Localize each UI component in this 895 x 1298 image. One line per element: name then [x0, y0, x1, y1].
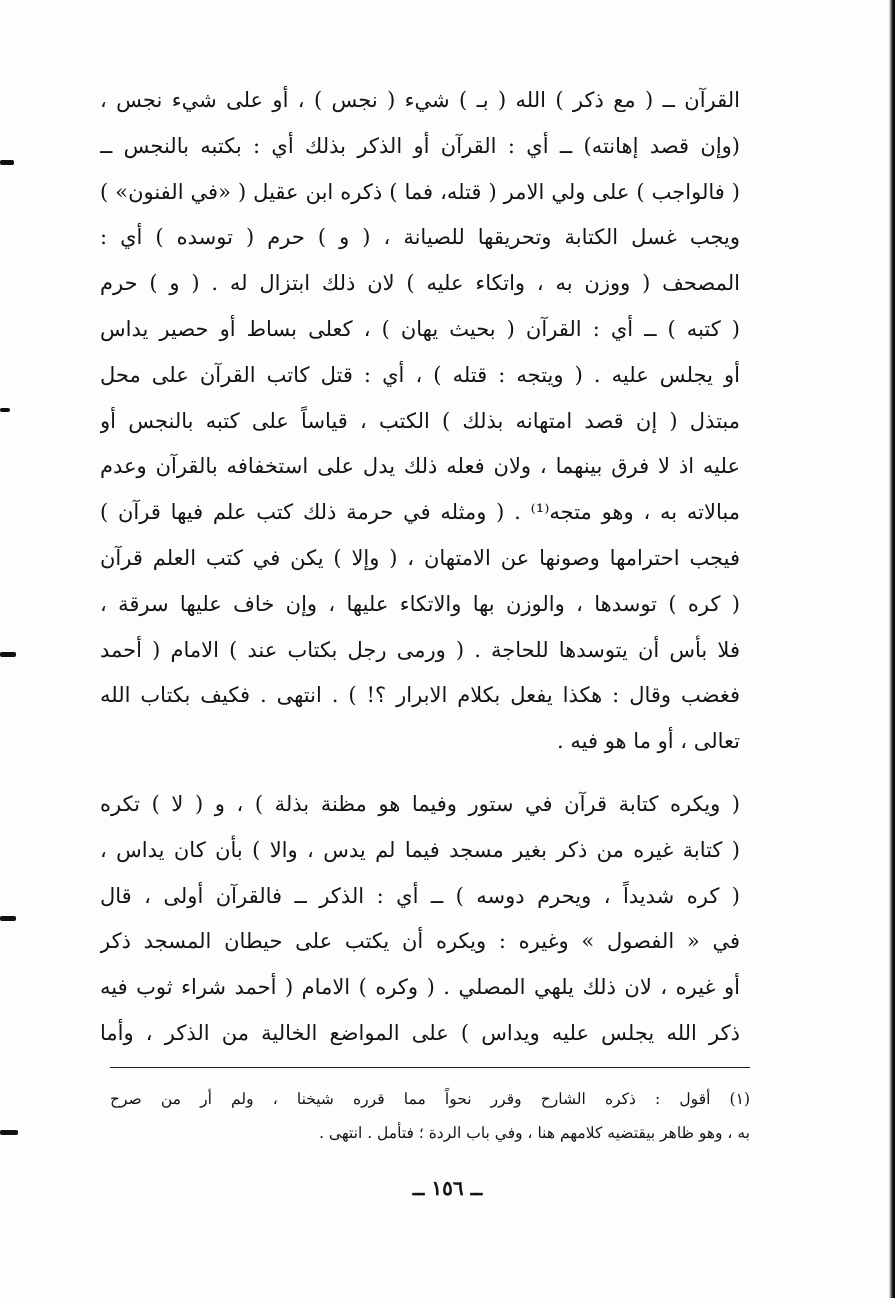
- margin-mark: [0, 408, 10, 412]
- text-line: ( ويكره كتابة قرآن في ستور وفيما هو مظنة بذلة ) ، و ( لا ) تكره: [100, 792, 740, 816]
- margin-mark: [0, 652, 16, 657]
- text-line: عليه اذ لا فرق بينهما ، ولان فعله ذلك يدل على استخفافه بالقرآن وعدم: [100, 454, 740, 479]
- text-line: المصحف ( ووزن به ، واتكاء عليه ) لان ذلك ابتزال له . ( و ) حرم: [100, 271, 740, 296]
- footnote-line: به ، وهو ظاهر بيقتضيه كلامهم هنا ، وفي باب الردة ؛ فتأمل . انتهى .: [319, 1124, 750, 1142]
- text-line: فيجب احترامها وصونها عن الامتهان ، ( وإلا ) يكن في كتب العلم قرآن: [100, 545, 740, 570]
- text-line: أو يجلس عليه . ( ويتجه : قتله ) ، أي : قتل كاتب القرآن على محل: [100, 362, 740, 387]
- text-line: فغضب وقال : هكذا يفعل بكلام الابرار ؟! ) . انتهى . فكيف بكتاب الله: [100, 683, 740, 708]
- footnote-separator: [110, 1067, 750, 1068]
- text-line: ( كره ) توسدها ، والوزن بها والاتكاء عليها ، وإن خاف عليها سرقة ،: [100, 591, 740, 616]
- margin-mark: [0, 1130, 18, 1135]
- text-line: مبالاته به ، وهو متجه⁽¹⁾ . ( ومثله في حرمة ذلك كتب علم فيها قرآن ): [100, 500, 740, 525]
- page-number: ــ ١٥٦ ــ: [412, 1176, 483, 1200]
- paragraph-2: [100, 782, 740, 1057]
- text-line: في « الفصول » وغيره : ويكره أن يكتب على حيطان المسجد ذكر: [100, 929, 740, 954]
- text-line: ذكر الله يجلس عليه ويداس ) على المواضع الخالية من الذكر ، وأما: [100, 1020, 740, 1045]
- text-line: ( كتابة غيره من ذكر بغير مسجد فيما لم يدس ، والا ) بأن كان يداس ،: [100, 837, 740, 862]
- text-line: ( كتبه ) ــ أي : القرآن ( بحيث يهان ) ، كعلى بساط أو حصير يداس: [100, 316, 740, 341]
- text-line: ( كره شديداً ، ويحرم دوسه ) ــ أي : الذكر ــ فالقرآن أولى ، قال: [100, 883, 740, 908]
- paragraph-1: [100, 78, 740, 765]
- text-line: ( فالواجب ) على ولي الامر ( قتله، فما ) ذكره ابن عقيل ( «في الفنون» ): [100, 179, 740, 204]
- footnote: [110, 1082, 750, 1150]
- text-line: ويجب غسل الكتابة وتحريقها للصيانة ، ( و ) حرم ( توسده ) أي :: [100, 225, 740, 250]
- margin-mark: [0, 916, 16, 921]
- text-line: تعالى ، أو ما هو فيه .: [557, 729, 740, 754]
- text-line: القرآن ــ ( مع ذكر ) الله ( بـ ) شيء ( نجس ) ، أو على شيء نجس ،: [100, 88, 740, 112]
- text-line: فلا بأس أن يتوسدها للحاجة . ( ورمى رجل بكتاب عند ) الامام ( أحمد: [100, 637, 740, 662]
- binding-edge: [889, 0, 895, 1298]
- text-line: مبتذل ( إن قصد امتهانه بذلك ) الكتب ، قياساً على كتبه بالنجس أو: [100, 408, 740, 433]
- footnote-line: (١) أقول : ذكره الشارح وقرر نحواً مما قرره شيخنا ، ولم أر من صرح: [110, 1090, 750, 1108]
- text-line: (وإن قصد إهانته) ــ أي : القرآن أو الذكر بذلك أي : بكتبه بالنجس ــ: [100, 133, 740, 158]
- margin-mark: [0, 160, 14, 165]
- text-line: أو غيره ، لان ذلك يلهي المصلي . ( وكره ) الامام ( أحمد شراء ثوب فيه: [100, 975, 740, 1000]
